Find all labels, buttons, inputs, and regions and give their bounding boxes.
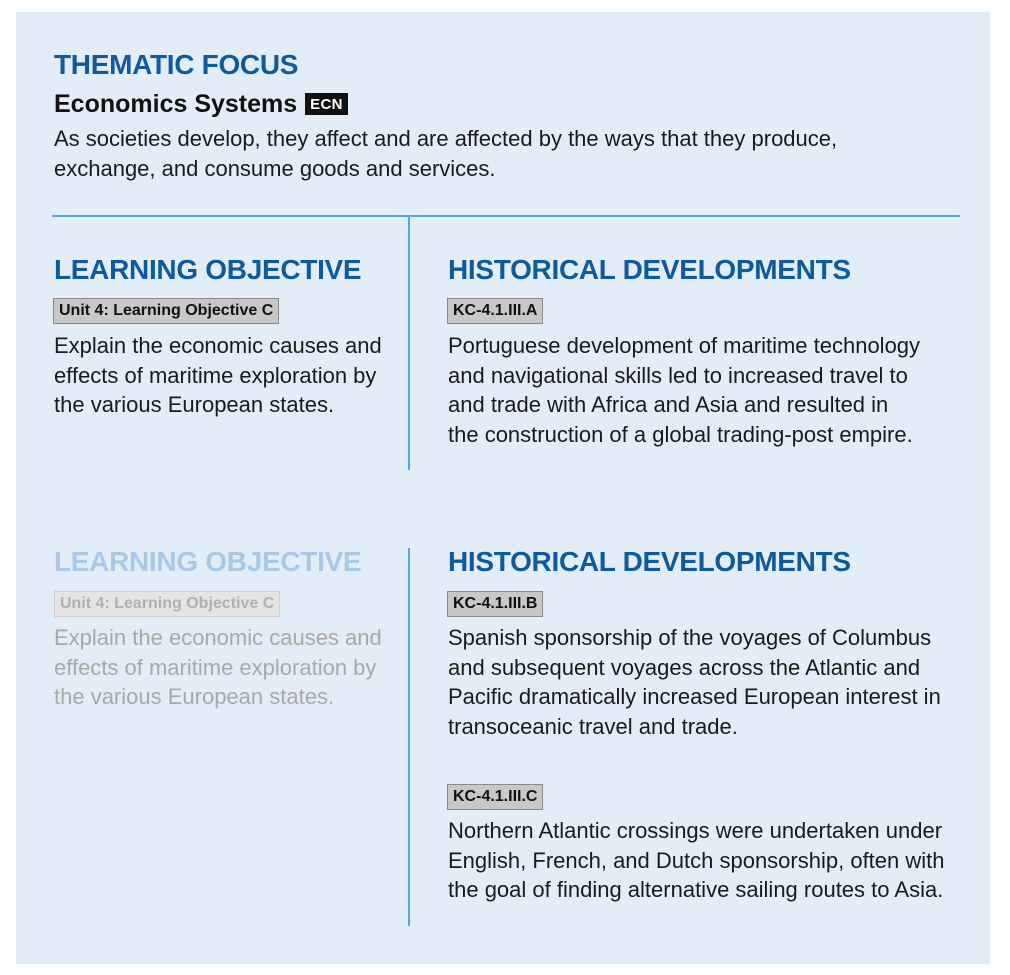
key-concept-text: Spanish sponsorship of the voyages of Columbus and subsequent voyages across the Atlantic and Pacific dramatically increased European interest in transoceanic travel and trade. [448, 625, 941, 739]
thematic-focus-description: As societies develop, they affect and are affected by the ways that they produce, exchange, and consume goods and services. [54, 126, 838, 181]
learning-objective-heading: LEARNING OBJECTIVE [54, 254, 362, 285]
theme-title: Economics Systems [54, 90, 298, 118]
learning-objective-text: Explain the economic causes and effects of maritime exploration by the various European states. [54, 625, 382, 709]
key-concept-tag: KC-4.1.III.A [447, 298, 543, 324]
column-divider [408, 217, 410, 470]
key-concept-tag: KC-4.1.III.B [447, 591, 543, 617]
historical-developments-heading: HISTORICAL DEVELOPMENTS [448, 546, 851, 577]
column-divider [408, 548, 410, 926]
ecn-badge: ECN [305, 93, 348, 115]
learning-objective-tag: Unit 4: Learning Objective C [53, 298, 279, 324]
historical-developments-heading: HISTORICAL DEVELOPMENTS [448, 254, 851, 285]
key-concept-text: Portuguese development of maritime technology and navigational skills led to increased travel to and trade with Africa and Asia and resulted in the construction of a global trading-post empire. [448, 333, 921, 447]
thematic-focus-title [54, 88, 348, 120]
panel-notch [0, 487, 16, 509]
learning-objective-text: Explain the economic causes and effects of maritime exploration by the various European states. [54, 333, 382, 417]
key-concept-text: Northern Atlantic crossings were undertaken under English, French, and Dutch sponsorship, often with the goal of finding alternative sailing routes to Asia. [448, 818, 945, 902]
learning-objective-heading: LEARNING OBJECTIVE [54, 546, 362, 577]
section-divider [52, 215, 960, 217]
thematic-focus-heading: THEMATIC FOCUS [54, 49, 299, 80]
learning-objective-tag: Unit 4: Learning Objective C [54, 591, 280, 617]
key-concept-tag: KC-4.1.III.C [447, 784, 543, 810]
